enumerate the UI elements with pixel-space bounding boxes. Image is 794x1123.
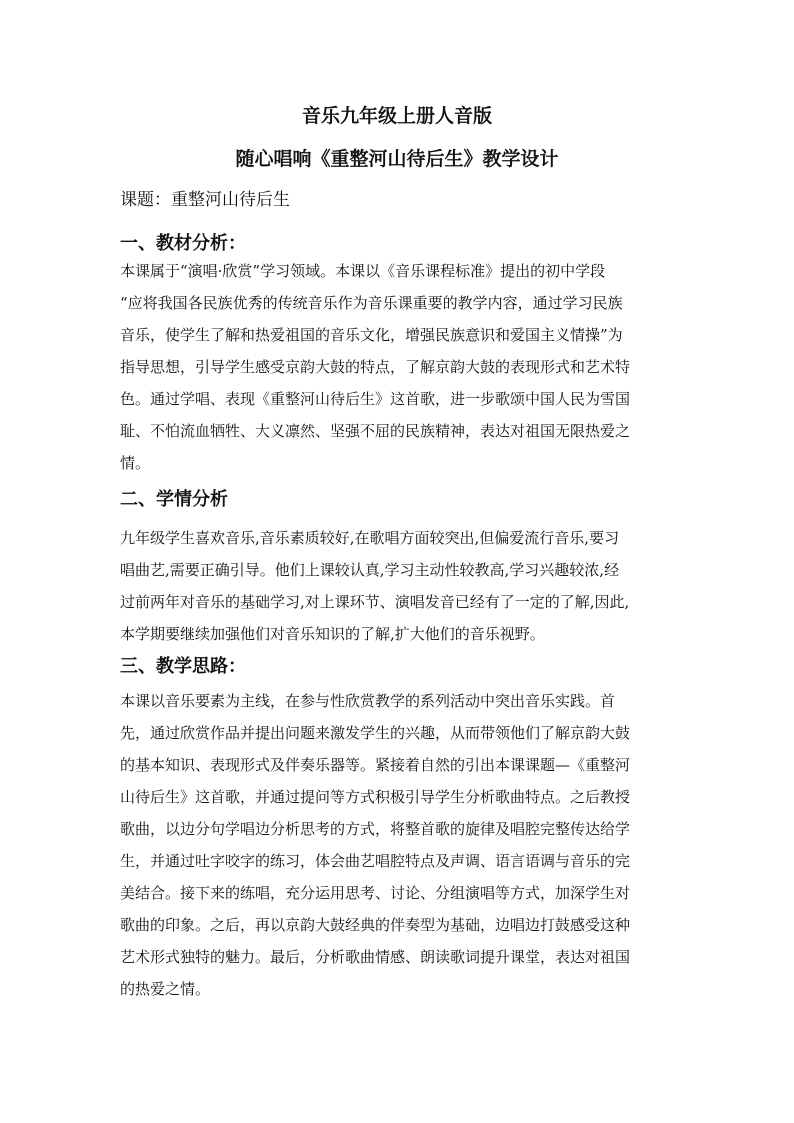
section-heading-textbook-analysis: 一、教材分析： [120,233,246,254]
section-body-student-analysis [120,522,680,650]
paragraph-line: 色。通过学唱、表现《重整河山待后生》这首歌，进一步歌颂中国人民为雪国 [120,390,631,408]
paragraph-line: 本学期要继续加强他们对音乐知识的了解,扩大他们的音乐视野。 [120,625,545,643]
paragraph-line: 过前两年对音乐的基础学习,对上课环节、演唱发音已经有了一定的了解,因此, [120,593,630,611]
paragraph-line: 耻、不怕流血牺牲、大义凛然、坚强不屈的民族精神，表达对祖国无限热爱之 [120,422,631,440]
paragraph-line: 音乐，使学生了解和热爱祖国的音乐文化，增强民族意识和爱国主义情操”为 [120,326,623,344]
document-subtitle: 随心唱响《重整河山待后生》教学设计 [235,148,559,170]
paragraph-line: 本课属于“演唱·欣赏”学习领域。本课以《音乐课程标准》提出的初中学段 [120,262,606,280]
paragraph-line: 的热爱之情。 [120,980,211,998]
paragraph-line: 唱曲艺,需要正确引导。他们上课较认真,学习主动性较教高,学习兴趣较浓,经 [120,561,620,579]
paragraph-line: 歌曲的印象。之后，再以京韵大鼓经典的伴奏型为基础，边唱边打鼓感受这种 [120,916,631,934]
lesson-topic: 课题：重整河山待后生 [120,190,290,210]
paragraph-line: 美结合。接下来的练唱，充分运用思考、讨论、分组演唱等方式，加深学生对 [120,884,631,902]
section-heading-teaching-approach: 三、教学思路： [120,656,246,677]
paragraph-line: 歌曲，以边分句学唱边分析思考的方式，将整首歌的旋律及唱腔完整传达给学 [120,820,631,838]
paragraph-line: 本课以音乐要素为主线，在参与性欣赏教学的系列活动中突出音乐实践。首 [120,692,616,710]
section-heading-student-analysis: 二、学情分析 [120,489,228,510]
paragraph-line: 生，并通过吐字咬字的练习，体会曲艺唱腔特点及声调、语言语调与音乐的完 [120,852,631,870]
paragraph-line: 指导思想，引导学生感受京韵大鼓的特点，了解京韵大鼓的表现形式和艺术特 [120,358,631,376]
paragraph-line: 山待后生》这首歌，并通过提问等方式积极引导学生分析歌曲特点。之后教授 [120,788,631,806]
section-body-teaching-approach [120,685,680,1005]
paragraph-line: 艺术形式独特的魅力。最后，分析歌曲情感、朗读歌词提升课堂，表达对祖国 [120,948,631,966]
document-title: 音乐九年级上册人音版 [301,105,492,127]
paragraph-line: 的基本知识、表现形式及伴奏乐器等。紧接着自然的引出本课课题—《重整河 [120,756,631,774]
paragraph-line: 先，通过欣赏作品并提出问题来激发学生的兴趣，从而带领他们了解京韵大鼓 [120,724,631,742]
paragraph-line: “应将我国各民族优秀的传统音乐作为音乐课重要的教学内容，通过学习民族 [120,294,623,312]
section-body-textbook-analysis [120,255,680,479]
paragraph-line: 情。 [120,454,151,472]
paragraph-line: 九年级学生喜欢音乐,音乐素质较好,在歌唱方面较突出,但偏爱流行音乐,要习 [120,529,620,547]
